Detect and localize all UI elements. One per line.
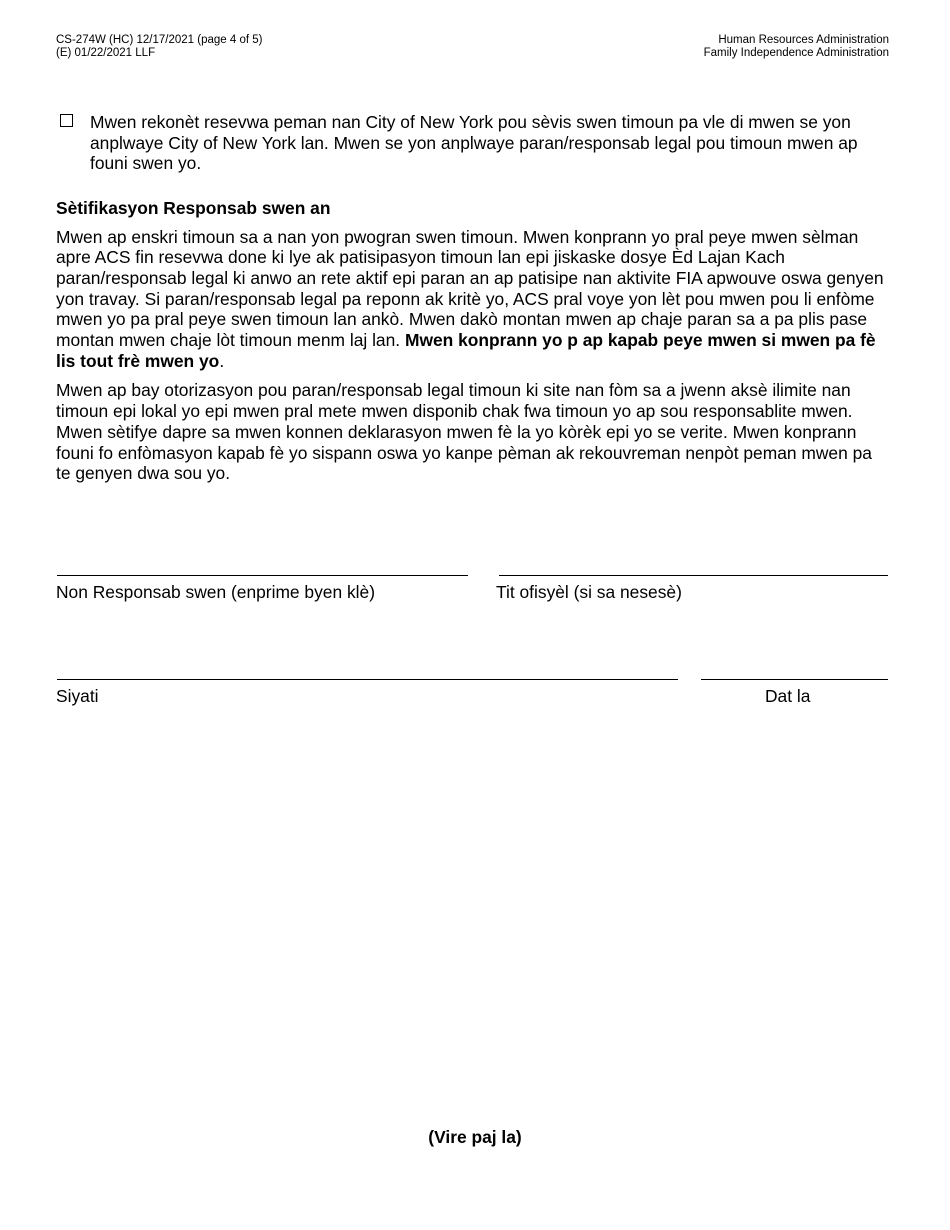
form-header-right xyxy=(704,34,889,60)
form-edition: (E) 01/22/2021 LLF xyxy=(56,47,156,59)
section-title: Sètifikasyon Responsab swen an xyxy=(56,198,331,218)
official-title-line[interactable] xyxy=(499,575,888,576)
division-name: Family Independence Administration xyxy=(703,47,889,59)
acknowledgement-text: Mwen rekonèt resevwa peman nan City of New York pou sèvis swen timoun pa vle di mwen se yon anplwaye City of New York lan. Mwen se yon anplwaye paran/responsab legal pou timoun mwen ap founi swen yo. xyxy=(90,112,858,173)
date-line[interactable] xyxy=(701,679,888,680)
official-title-label: Tit ofisyèl (si sa nesesè) xyxy=(496,582,682,602)
provider-name-label: Non Responsab swen (enprime byen klè) xyxy=(56,582,375,602)
certification-section xyxy=(56,198,886,493)
certification-paragraph-2: Mwen ap bay otorizasyon pou paran/responsab legal timoun ki site nan fòm sa a jwenn aksè ilimite nan timoun epi lokal yo epi mwen pral mete mwen disponib chak fwa timoun yo ap sou responsablite mwen. Mwen sètifye dapre sa mwen konnen deklarasyon mwen fè la yo kòrèk epi yo se verite. Mwen konprann founi fo enfòmasyon kapab fè yo sispann oswa yo kanpe pèman ak rekouvreman nenpòt peman mwen pa te genyen dwa sou yo. xyxy=(56,380,872,484)
acknowledgement-checkbox[interactable] xyxy=(60,114,73,127)
agency-name: Human Resources Administration xyxy=(718,34,889,46)
date-label: Dat la xyxy=(765,686,811,706)
certification-paragraph-1 xyxy=(56,227,886,372)
provider-name-line[interactable] xyxy=(57,575,468,576)
form-header-left xyxy=(56,34,262,60)
form-number: CS-274W (HC) 12/17/2021 (page 4 of 5) xyxy=(56,34,263,46)
paragraph-1-bold-text: Mwen konprann yo p ap kapab peye mwen si mwen pa fè lis tout frè mwen yo xyxy=(56,330,876,371)
signature-label: Siyati xyxy=(56,686,99,706)
acknowledgement-checkbox-item[interactable] xyxy=(56,112,886,174)
signature-line[interactable] xyxy=(57,679,678,680)
turn-page-note: (Vire paj la) xyxy=(428,1127,522,1147)
paragraph-1-end: . xyxy=(219,350,225,371)
paragraph-1-text: Mwen ap enskri timoun sa a nan yon pwogran swen timoun. Mwen konprann yo pral peye mwen sèlman apre ACS fin resevwa done ki lye ak patisipasyon timoun lan epi jiskaske dosye Èd Lajan Kach paran/responsab legal ki anwo an rete aktif epi paran an ap patisipe nan aktivite FIA apwouve oswa genyen yon travay. Si paran/responsab legal pa reponn ak kritè yo, ACS pral voye yon lèt pou mwen pou li enfòme mwen yo pa pral peye swen timoun lan ankò. Mwen dakò montan mwen ap chaje paran sa a pa plis pase montan mwen chaje lòt timoun menm laj lan. xyxy=(56,226,884,351)
